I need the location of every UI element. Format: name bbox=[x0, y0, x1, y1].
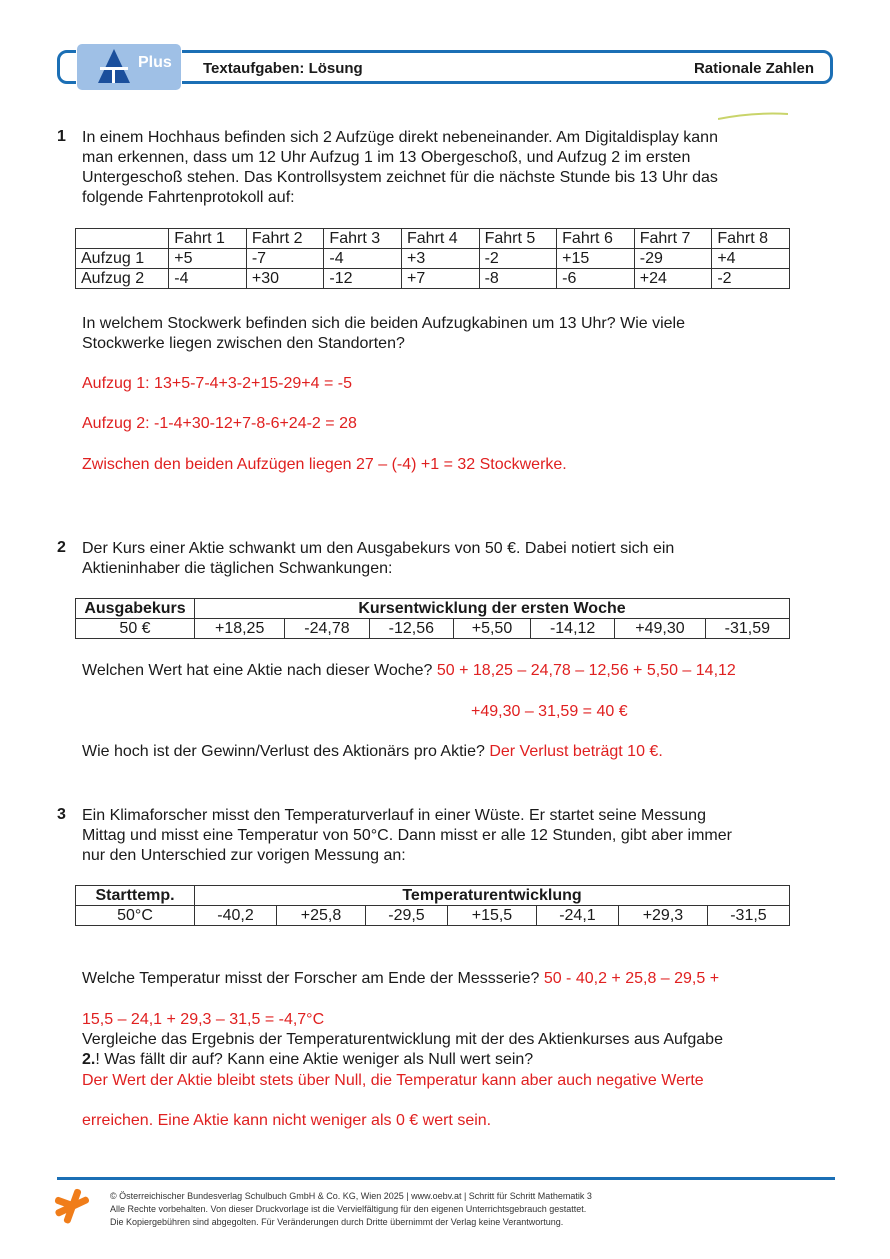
task3-number: 3 bbox=[57, 806, 66, 823]
task1-number: 1 bbox=[57, 128, 66, 145]
task1-question: In welchem Stockwerk befinden sich die beiden Aufzugkabinen um 13 Uhr? Wie viele Stockwerke liegen zwischen den Standorten? bbox=[82, 315, 685, 352]
task3-q2: Vergleiche das Ergebnis der Temperaturentwicklung mit der des Aktienkurses aus Aufgabe 2.! Was fällt dir auf? Kann eine Aktie weniger als Null wert sein? bbox=[82, 1031, 723, 1068]
page-title: Textaufgaben: Lösung bbox=[203, 60, 363, 77]
task1-answer-2: Aufzug 2: -1-4+30-12+7-8-6+24-2 = 28 bbox=[82, 415, 357, 432]
table-header-row: Fahrt 1 Fahrt 2 Fahrt 3 Fahrt 4 Fahrt 5 Fahrt 6 Fahrt 7 Fahrt 8 bbox=[76, 229, 790, 249]
table-header-row: Ausgabekurs Kursentwicklung der ersten Woche bbox=[76, 599, 790, 619]
task3-a2-line2: erreichen. Eine Aktie kann nicht weniger als 0 € wert sein. bbox=[82, 1112, 492, 1129]
task2-number: 2 bbox=[57, 539, 66, 556]
table-row: Aufzug 1 +5 -7 -4 +3 -2 +15 -29 +4 bbox=[76, 249, 790, 269]
task1-intro: In einem Hochhaus befinden sich 2 Aufzüge direkt nebeneinander. Am Digitaldisplay kann man erkennen, dass um 12 Uhr Aufzug 1 im 13 Obergeschoß, und Aufzug 2 im ersten Untergeschoß stehen. Das Kontrollsystem zeichnet für die nächste Stunde bis 13 Uhr das folgende Fahrtenprotokoll auf: bbox=[82, 129, 718, 206]
task2-q2: Wie hoch ist der Gewinn/Verlust des Aktionärs pro Aktie? Der Verlust beträgt 10 €. bbox=[82, 743, 663, 760]
task1-answer-3: Zwischen den beiden Aufzügen liegen 27 – (-4) +1 = 32 Stockwerke. bbox=[82, 456, 567, 473]
table-header-row: Starttemp. Temperaturentwicklung bbox=[76, 886, 790, 906]
task3-a1-line2: 15,5 – 24,1 + 29,3 – 31,5 = -4,7°C bbox=[82, 1011, 325, 1028]
publisher-star-icon bbox=[54, 1188, 90, 1224]
task3-q1: Welche Temperatur misst der Forscher am Ende der Messserie? 50 - 40,2 + 25,8 – 29,5 + bbox=[82, 970, 720, 987]
footer-divider bbox=[57, 1177, 835, 1180]
task3-a2-line1: Der Wert der Aktie bleibt stets über Null, die Temperatur kann aber auch negative Werte bbox=[82, 1072, 704, 1089]
temperature-table bbox=[75, 885, 790, 926]
stock-table bbox=[75, 598, 790, 639]
task2-q1: Welchen Wert hat eine Aktie nach dieser Woche? 50 + 18,25 – 24,78 – 12,56 + 5,50 – 14,12 bbox=[82, 662, 736, 679]
task1-answer-1: Aufzug 1: 13+5-7-4+3-2+15-29+4 = -5 bbox=[82, 375, 352, 392]
task3-intro: Ein Klimaforscher misst den Temperaturverlauf in einer Wüste. Er startet seine Messung Mittag und misst eine Temperatur von 50°C. Dann misst er alle 12 Stunden, gibt aber immer nur den Unterschied zur vorigen Messung an: bbox=[82, 807, 732, 864]
task2-a1-line2: +49,30 – 31,59 = 40 € bbox=[471, 703, 628, 720]
footer-text: © Österreichischer Bundesverlag Schulbuch GmbH & Co. KG, Wien 2025 | www.oebv.at | Schritt für Schritt Mathematik 3 Alle Rechte vorbehalten. Von dieser Druckvorlage ist die Vervielfältigung für den eigenen Unterrichtsgebrauch gestattet. Die Kopiergebühren sind abgegolten. Für Veränderungen durch Dritte übernimmt der Verlag keine Verantwortung. bbox=[110, 1191, 592, 1227]
task2-intro: Der Kurs einer Aktie schwankt um den Ausgabekurs von 50 €. Dabei notiert sich ein Aktieninhaber die täglichen Schwankungen: bbox=[82, 540, 675, 577]
elevator-table bbox=[75, 228, 790, 289]
page-topic: Rationale Zahlen bbox=[693, 60, 814, 77]
plus-logo bbox=[76, 43, 182, 91]
table-row: Aufzug 2 -4 +30 -12 +7 -8 -6 +24 -2 bbox=[76, 269, 790, 289]
logo-text: Plus bbox=[138, 54, 172, 71]
table-row: 50 € +18,25 -24,78 -12,56 +5,50 -14,12 +49,30 -31,59 bbox=[76, 619, 790, 639]
table-row: 50°C -40,2 +25,8 -29,5 +15,5 -24,1 +29,3 -31,5 bbox=[76, 906, 790, 926]
decorative-swoosh bbox=[718, 112, 788, 120]
